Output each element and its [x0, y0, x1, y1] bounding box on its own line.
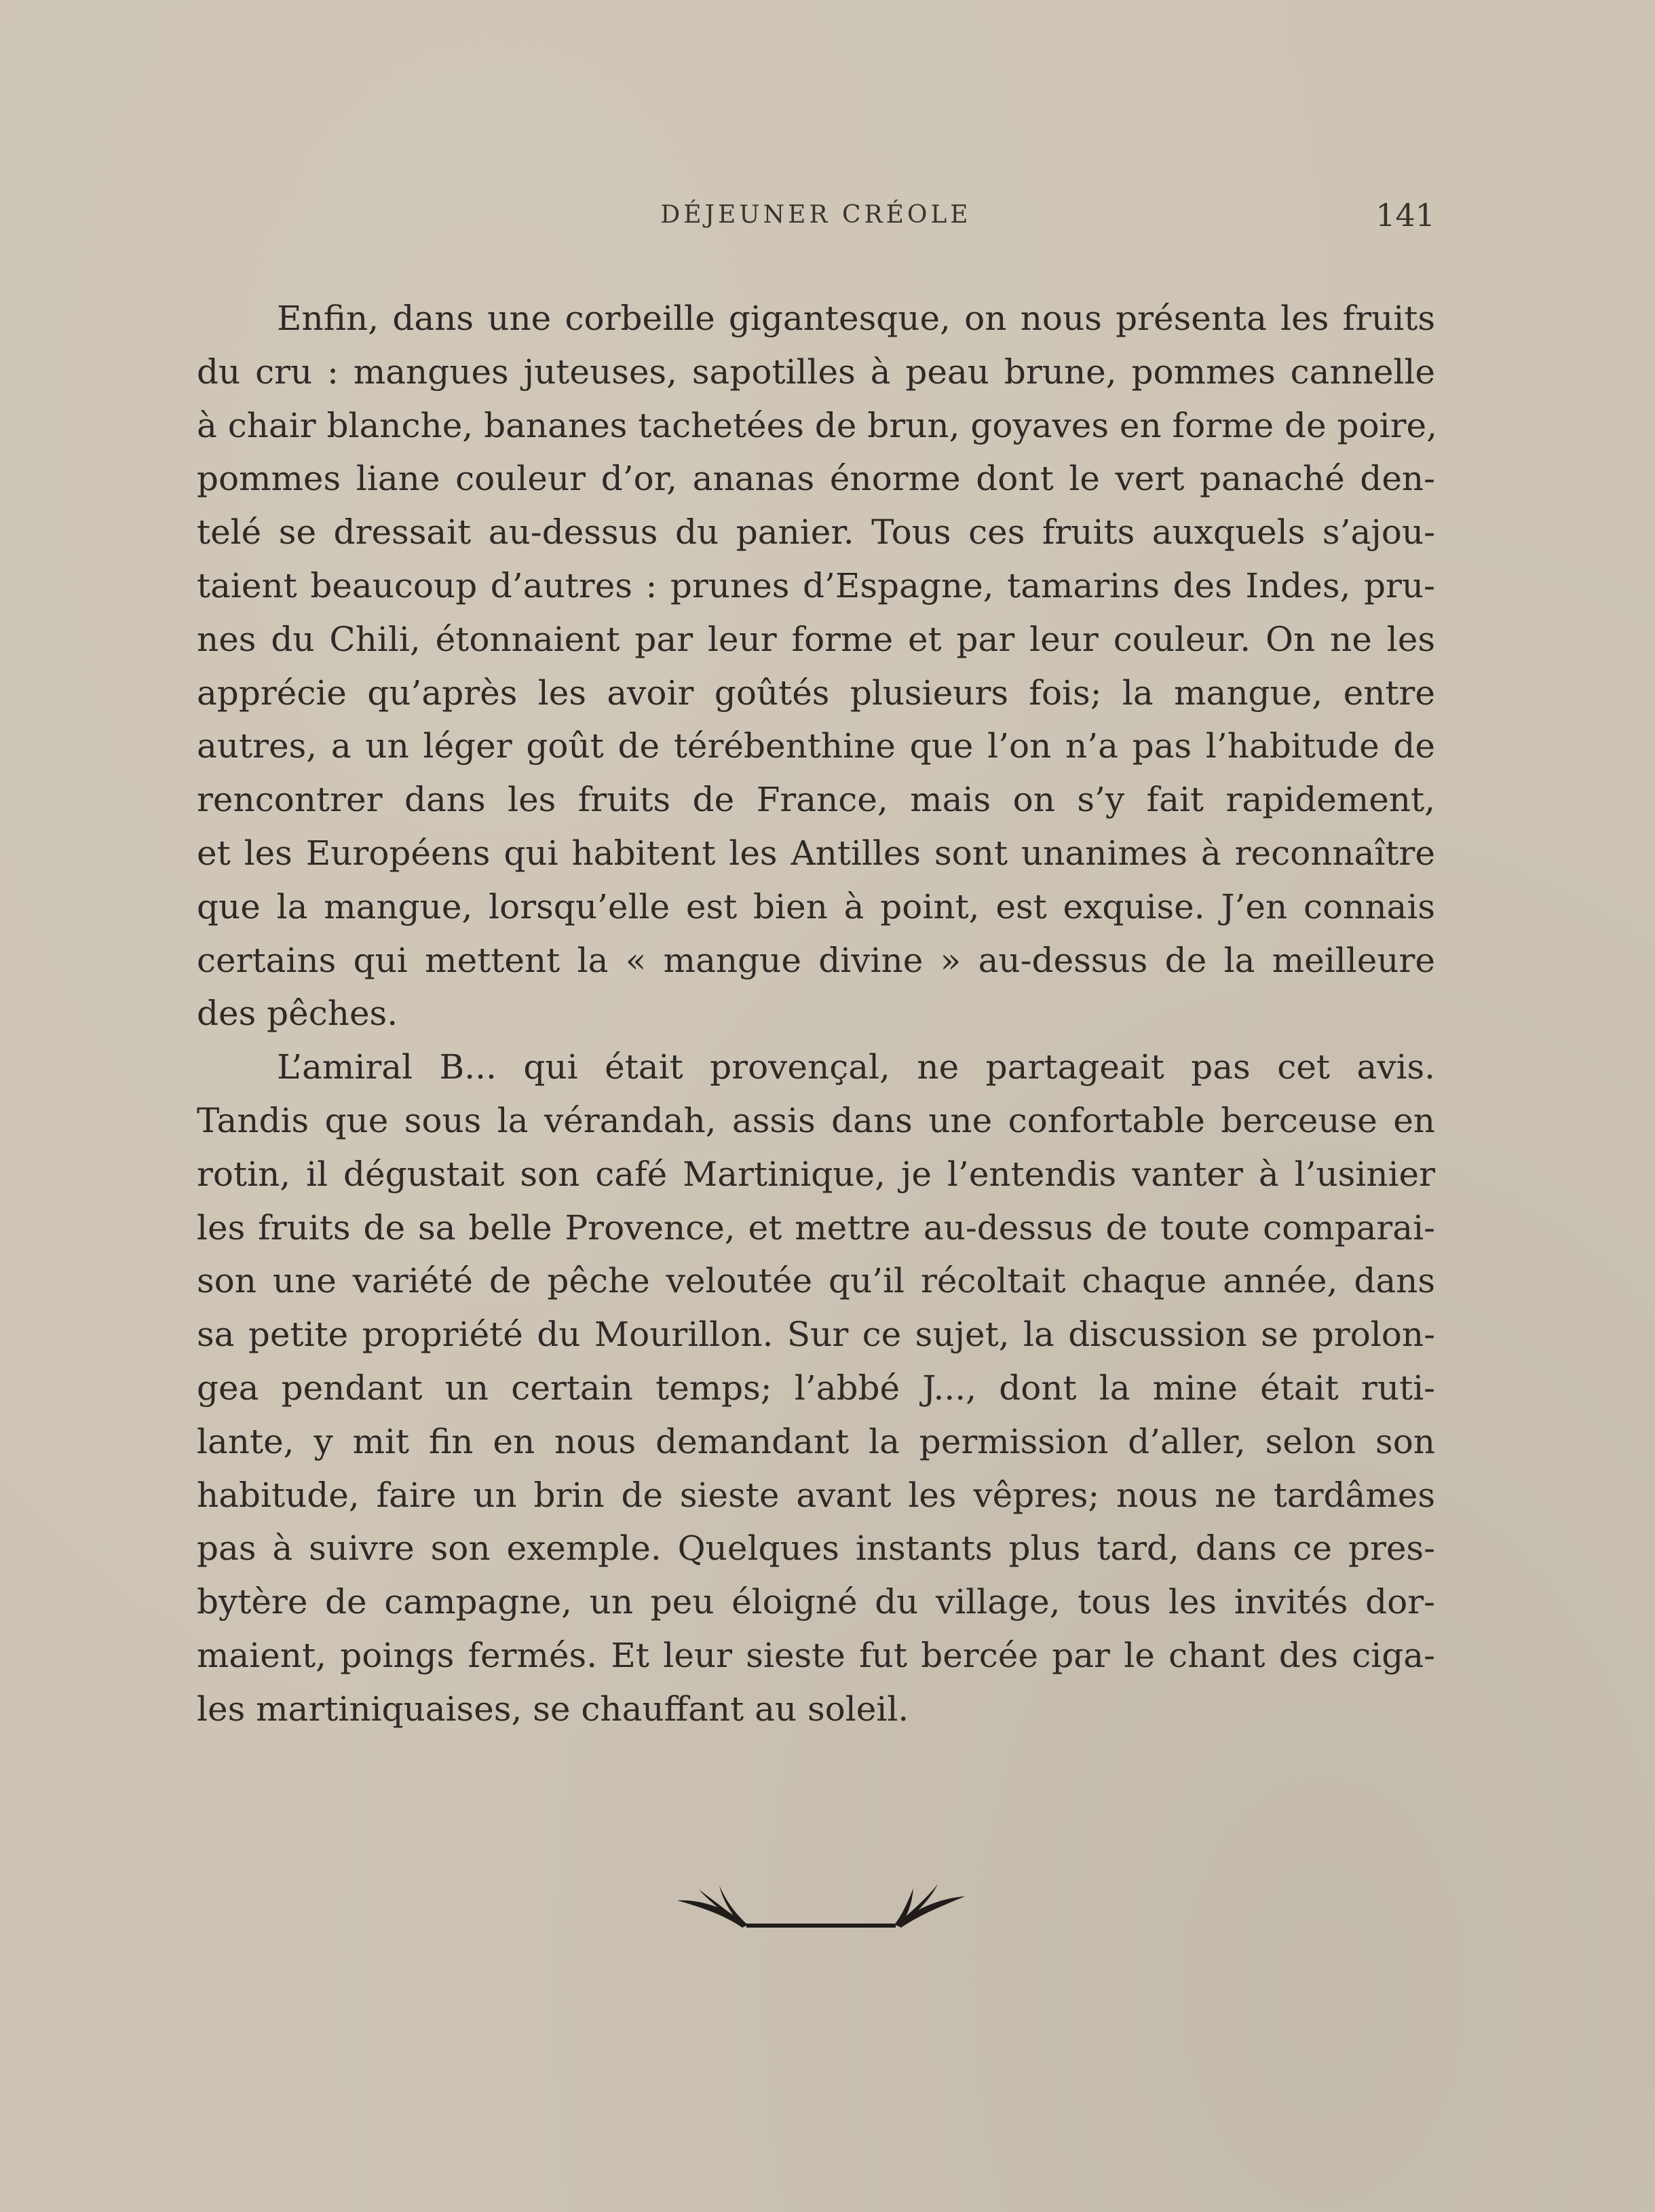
- body-text: [197, 292, 1438, 1736]
- text-line: gea pendant un certain temps; l’abbé J..., dont la mine était ruti-: [197, 1368, 1435, 1408]
- text-line: rencontrer dans les fruits de France, mais on s’y fait rapidement,: [197, 780, 1435, 820]
- text-line: maient, poings fermés. Et leur sieste fut bercée par le chant des ciga-: [197, 1635, 1435, 1675]
- text-line: taient beaucoup d’autres : prunes d’Espagne, tamarins des Indes, pru-: [197, 565, 1435, 605]
- text-line: Tandis que sous la vérandah, assis dans une confortable berceuse en: [197, 1100, 1435, 1140]
- text-line: pas à suivre son exemple. Quelques instants plus tard, dans ce pres-: [197, 1529, 1435, 1569]
- text-line: Enfin, dans une corbeille gigantesque, on nous présenta les fruits: [277, 299, 1435, 338]
- text-line: les martiniquaises, se chauffant au soleil.: [197, 1689, 909, 1729]
- text-line: apprécie qu’après les avoir goûtés plusieurs fois; la mangue, entre: [197, 673, 1435, 713]
- text-line: et les Européens qui habitent les Antilles sont unanimes à reconnaître: [197, 833, 1435, 873]
- text-line: son une variété de pêche veloutée qu’il récoltait chaque année, dans: [197, 1261, 1435, 1301]
- text-line: bytère de campagne, un peu éloigné du village, tous les invités dor-: [197, 1582, 1435, 1622]
- text-line: habitude, faire un brin de sieste avant les vêpres; nous ne tardâmes: [197, 1475, 1435, 1515]
- text-line: rotin, il dégustait son café Martinique, je l’entendis vanter à l’usinier: [197, 1154, 1435, 1194]
- text-line: des pêches.: [197, 994, 398, 1034]
- text-line: nes du Chili, étonnaient par leur forme et par leur couleur. On ne les: [197, 619, 1435, 659]
- text-line: telé se dressait au-dessus du panier. Tous ces fruits auxquels s’ajou-: [197, 512, 1435, 552]
- text-line: L’amiral B... qui était provençal, ne partageait pas cet avis.: [277, 1047, 1435, 1087]
- text-line: du cru : mangues juteuses, sapotilles à peau brune, pommes cannelle: [197, 352, 1435, 392]
- text-line: lante, y mit fin en nous demandant la permission d’aller, selon son: [197, 1421, 1435, 1461]
- text-line: que la mangue, lorsqu’elle est bien à point, est exquise. J’en connais: [197, 886, 1435, 926]
- running-head: [197, 197, 1435, 242]
- text-line: les fruits de sa belle Provence, et mettre au-dessus de toute comparai-: [197, 1207, 1435, 1248]
- text-line: sa petite propriété du Mourillon. Sur ce sujet, la discussion se prolon-: [197, 1315, 1435, 1355]
- text-line: certains qui mettent la « mangue divine » au-dessus de la meilleure: [197, 940, 1435, 980]
- text-line: pommes liane couleur d’or, ananas énorme dont le vert panaché den-: [197, 459, 1435, 499]
- leaf-tailpiece-ornament-icon: [672, 1880, 970, 1941]
- running-title: DÉJEUNER CRÉOLE: [660, 201, 972, 229]
- page-number: 141: [1375, 197, 1435, 233]
- text-line: à chair blanche, bananes tachetées de brun, goyaves en forme de poire,: [197, 405, 1438, 445]
- text-line: autres, a un léger goût de térébenthine que l’on n’a pas l’habitude de: [197, 726, 1435, 766]
